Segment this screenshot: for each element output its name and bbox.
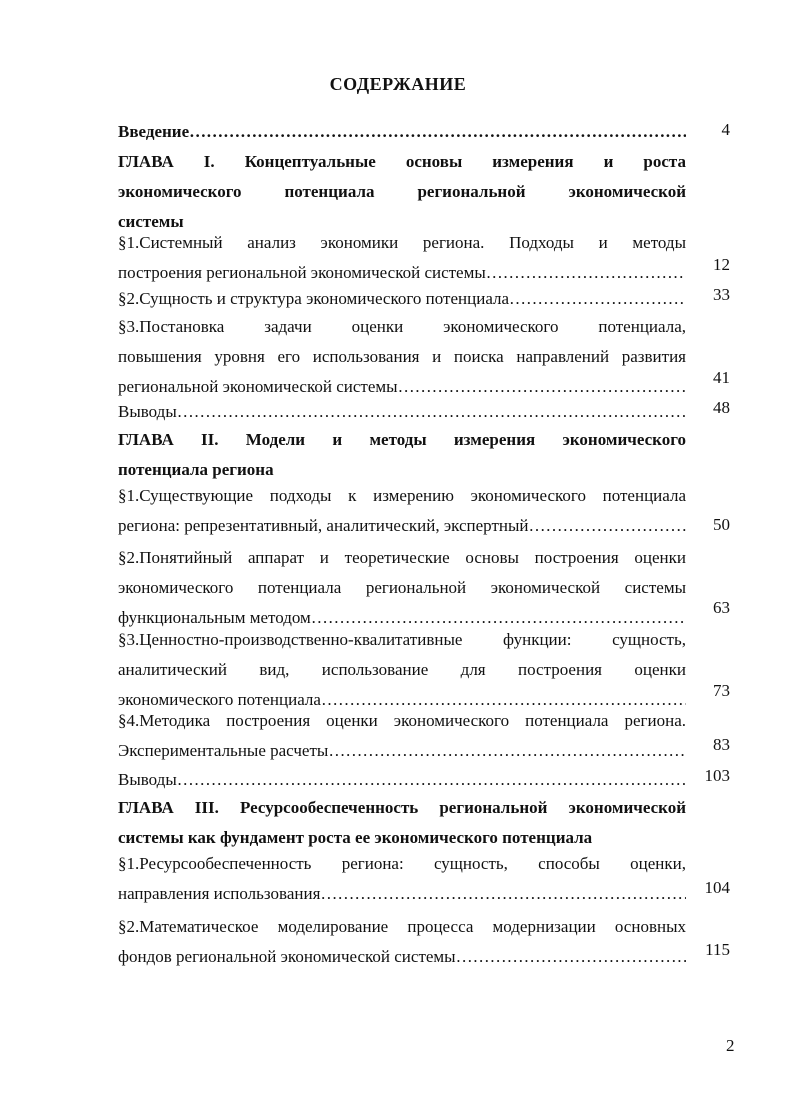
toc-entry-text: §1.Существующие подходы к измерению экономического потенциала [118,486,686,505]
toc-chapter-2 [118,425,686,485]
toc-page-number: 103 [704,766,730,785]
toc-entry-text: повышения уровня его использования и поиска направлений развития [118,347,686,366]
toc-section-2-2 [118,543,686,633]
toc-page-number: 73 [713,681,730,700]
toc-page-number: 48 [713,398,730,417]
toc-entry-text: §2.Математическое моделирование процесса модернизации основных [118,917,686,936]
page-number: 2 [726,1036,735,1055]
toc-section-3-1 [118,849,686,909]
toc-entry-text: системы как фундамент роста ее экономического потенциала [118,828,593,847]
toc-page-number: 83 [713,735,730,754]
toc-entry-introduction [118,117,686,147]
toc-title: СОДЕРЖАНИЕ [329,74,467,94]
toc-page-number: 33 [713,285,730,304]
toc-section-2-4 [118,706,686,766]
toc-page-number: 63 [713,598,730,617]
toc-entry-text: функциональным методом ………………………………………………………………………………………………………………………… [118,603,686,633]
toc-section-1-3 [118,312,686,402]
toc-entry-text: §2.Понятийный аппарат и теоретические основы построения оценки [118,548,686,567]
toc-entry-text: экономического потенциала региональной экономической [118,182,686,201]
toc-conclusions-1 [118,397,686,427]
toc-entry-text: Выводы ………………………………………………………………………………………………………………………… [118,765,686,795]
toc-entry-text: региона: репрезентативный, аналитический, экспертный ………………………………………………………………………………………………………………………… [118,511,686,541]
toc-page-number: 41 [713,368,730,387]
toc-entry-text: Введение ………………………………………………………………………………………………………………………… [118,117,686,147]
toc-entry-text: направления использования ………………………………………………………………………………………………………………………… [118,879,686,909]
toc-section-3-2 [118,912,686,972]
toc-entry-text: Экспериментальные расчеты ………………………………………………………………………………………………………………………… [118,736,686,766]
toc-entry-text: региональной экономической системы ………………………………………………………………………………………………………………………… [118,372,686,402]
toc-entry-text: ГЛАВА I. Концептуальные основы измерения и роста [118,152,686,171]
toc-page-number: 12 [713,255,730,274]
toc-page-number: 104 [704,878,730,897]
toc-entry-text: фондов региональной экономической системы ………………………………………………………………………………………………………………………… [118,942,686,972]
toc-section-2-1 [118,481,686,541]
toc-entry-text: §1.Системный анализ экономики региона. Подходы и методы [118,233,686,252]
toc-entry-text: Выводы ………………………………………………………………………………………………………………………… [118,397,686,427]
toc-conclusions-2 [118,765,686,795]
toc-entry-text: экономического потенциала ………………………………………………………………………………………………………………………… [118,685,686,715]
toc-page-number: 50 [713,515,730,534]
toc-entry-text: экономического потенциала региональной экономической системы [118,578,686,597]
toc-section-1-2 [118,284,686,314]
toc-section-1-1 [118,228,686,288]
toc-entry-text: §3.Постановка задачи оценки экономического потенциала, [118,317,686,336]
toc-page-number: 115 [705,940,730,959]
toc-entry-text: системы [118,212,184,231]
toc-entry-text: аналитический вид, использование для построения оценки [118,660,686,679]
toc-entry-text: построения региональной экономической системы ………………………………………………………………………………………………………………………… [118,258,686,288]
toc-entry-text: ГЛАВА II. Модели и методы измерения экономического [118,430,686,449]
toc-entry-text: потенциала региона [118,460,274,479]
toc-entry-text: §1.Ресурсообеспеченность региона: сущность, способы оценки, [118,854,686,873]
toc-chapter-1 [118,147,686,237]
toc-chapter-3 [118,793,686,853]
toc-entry-text: ГЛАВА III. Ресурсообеспеченность региональной экономической [118,798,686,817]
toc-entry-text: §2.Сущность и структура экономического потенциала ………………………………………………………………………………………………………………………… [118,284,686,314]
toc-entry-text: §4.Методика построения оценки экономического потенциала региона. [118,711,686,730]
toc-section-2-3 [118,625,686,715]
toc-entry-text: §3.Ценностно-производственно-квалитативные функции: сущность, [118,630,686,649]
toc-page-number: 4 [721,120,730,139]
